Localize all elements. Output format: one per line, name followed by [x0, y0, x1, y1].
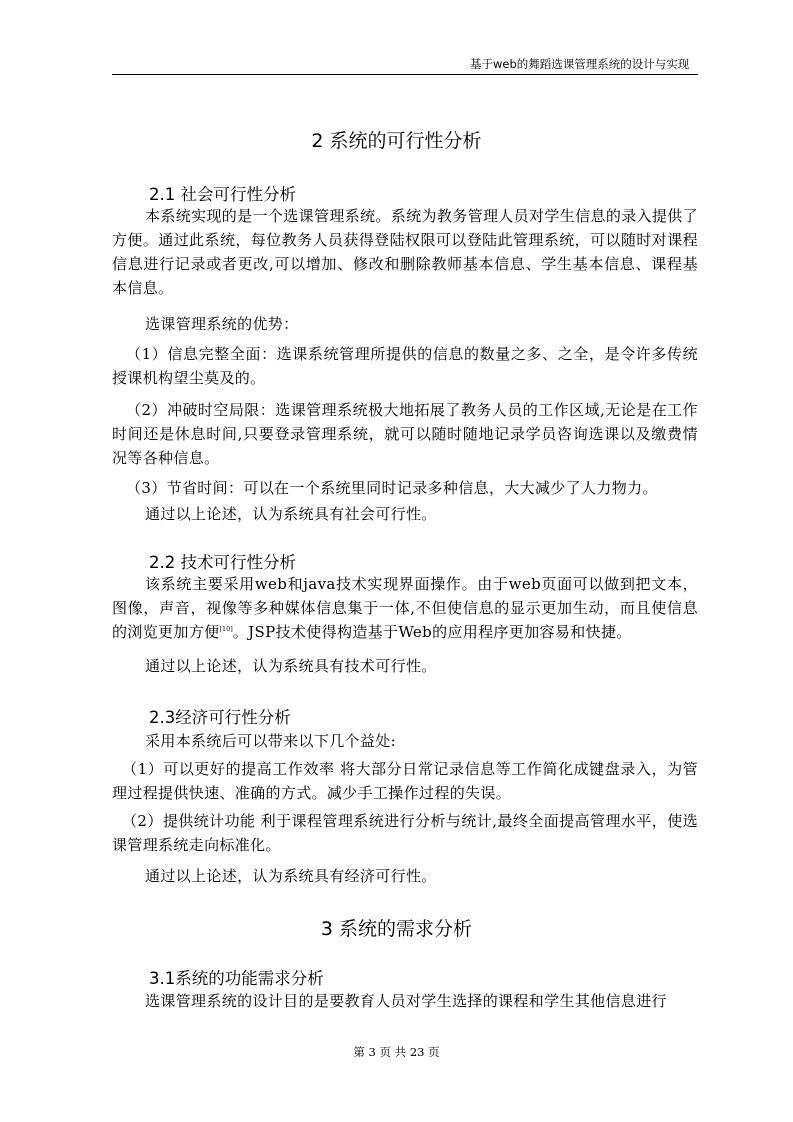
- chapter-2-title: 2 系统的可行性分析: [311, 130, 482, 152]
- section-2-3-paragraph-benefits: 采用本系统后可以带来以下几个益处:: [145, 732, 397, 750]
- section-2-1-item-2: （2）冲破时空局限：选课管理系统极大地拓展了教务人员的工作区域,无论是在工作时间还是休息时间,只要登录管理系统，就可以随时随地记录学员咨询选课以及缴费情况等各种信息。: [112, 401, 698, 467]
- section-2-3-item-2: （2）提供统计功能 利于课程管理系统进行分析与统计,最终全面提高管理水平，使选课管理系统走向标准化。: [112, 812, 698, 854]
- section-2-1-paragraph-intro: 本系统实现的是一个选课管理系统。系统为教务管理人员对学生信息的录入提供了方便。通过此系统，每位教务人员获得登陆权限可以登陆此管理系统，可以随时对课程信息进行记录或者更改,可以增加、修改和删除教师基本信息、学生基本信息、课程基本信息。: [112, 207, 698, 297]
- section-2-3-heading: 2.3经济可行性分析: [149, 708, 291, 727]
- section-2-2-paragraph: [112, 572, 698, 644]
- page-number-footer: 第 3 页 共 23 页: [353, 1045, 440, 1059]
- section-2-2-heading: 2.2 技术可行性分析: [149, 553, 296, 572]
- section-2-2-text-b: 。JSP技术使得构造基于Web的应用程序更加容易和快捷。: [232, 623, 632, 641]
- section-2-2-conclusion: 通过以上论述，认为系统具有技术可行性。: [145, 657, 437, 675]
- section-3-1-paragraph: 选课管理系统的设计目的是要教育人员对学生选择的课程和学生其他信息进行: [145, 992, 667, 1010]
- chapter-3-title: 3 系统的需求分析: [320, 918, 473, 940]
- header-divider: [112, 74, 698, 75]
- section-2-1-item-3: （3）节省时间：可以在一个系统里同时记录多种信息，大大减少了人力物力。: [126, 479, 658, 497]
- section-2-1-paragraph-advantages: 选课管理系统的优势：: [145, 315, 299, 333]
- section-2-1-item-1: （1）信息完整全面：选课系统管理所提供的信息的数量之多、之全，是令许多传统授课机构望尘莫及的。: [112, 345, 698, 387]
- section-2-3-conclusion: 通过以上论述，认为系统具有经济可行性。: [145, 867, 437, 885]
- section-2-2-text-a: 该系统主要采用web和java技术实现界面操作。由于web页面可以做到把文本，图像，声音，视像等多种媒体信息集于一体,不但使信息的显示更加生动，而且使信息的浏览更加方便: [112, 575, 698, 641]
- running-header: 基于web的舞蹈选课管理系统的设计与实现: [470, 57, 690, 71]
- section-2-1-conclusion: 通过以上论述，认为系统具有社会可行性。: [145, 505, 437, 523]
- citation-reference: [10]: [219, 625, 233, 633]
- section-3-1-heading: 3.1系统的功能需求分析: [149, 969, 324, 988]
- section-2-1-heading: 2.1 社会可行性分析: [149, 185, 296, 204]
- section-2-3-item-1: （1）可以更好的提高工作效率 将大部分日常记录信息等工作简化成键盘录入，为管理过程提供快速、准确的方式。减少手工操作过程的失误。: [112, 760, 698, 802]
